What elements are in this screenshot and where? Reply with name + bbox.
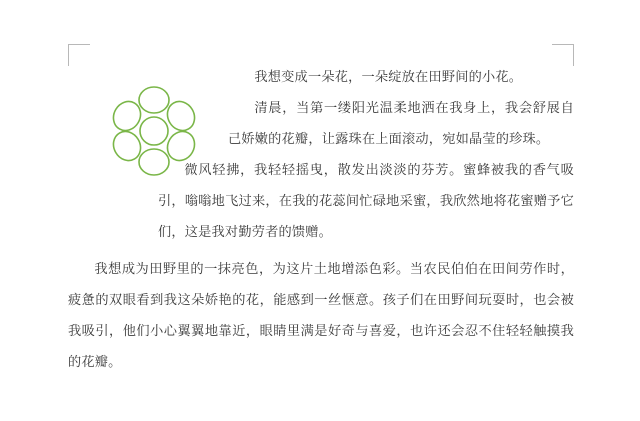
- flower-outline-illustration: [108, 84, 200, 176]
- paragraph: 微风轻拂，我轻轻摇曳，散发出淡淡的芬芳。蜜蜂被我的香气吸引，嗡嗡地飞过来，在我的花蕊间忙碌地采蜜，我欣然地将花蜜赠予它们，这是我对勤劳者的馈赠。: [158, 163, 574, 240]
- paragraph: 清晨，当第一缕阳光温柔地洒在我身上，我会舒展自己娇嫩的花瓣，让露珠在上面滚动，宛如晶莹的珍珠。: [228, 101, 574, 147]
- paragraph: 我想变成一朵花，一朵绽放在田野间的小花。: [254, 70, 523, 85]
- document-body: [68, 62, 574, 378]
- paragraph: 我想成为田野里的一抹亮色，为这片土地增添色彩。当农民伯伯在田间劳作时，疲惫的双眼看到我这朵娇艳的花，能感到一丝惬意。孩子们在田野间玩耍时，也会被我吸引，他们小心翼翼地靠近，眼睛里满是好奇与喜爱，也许还会忍不住轻轻触摸我的花瓣。: [68, 262, 574, 370]
